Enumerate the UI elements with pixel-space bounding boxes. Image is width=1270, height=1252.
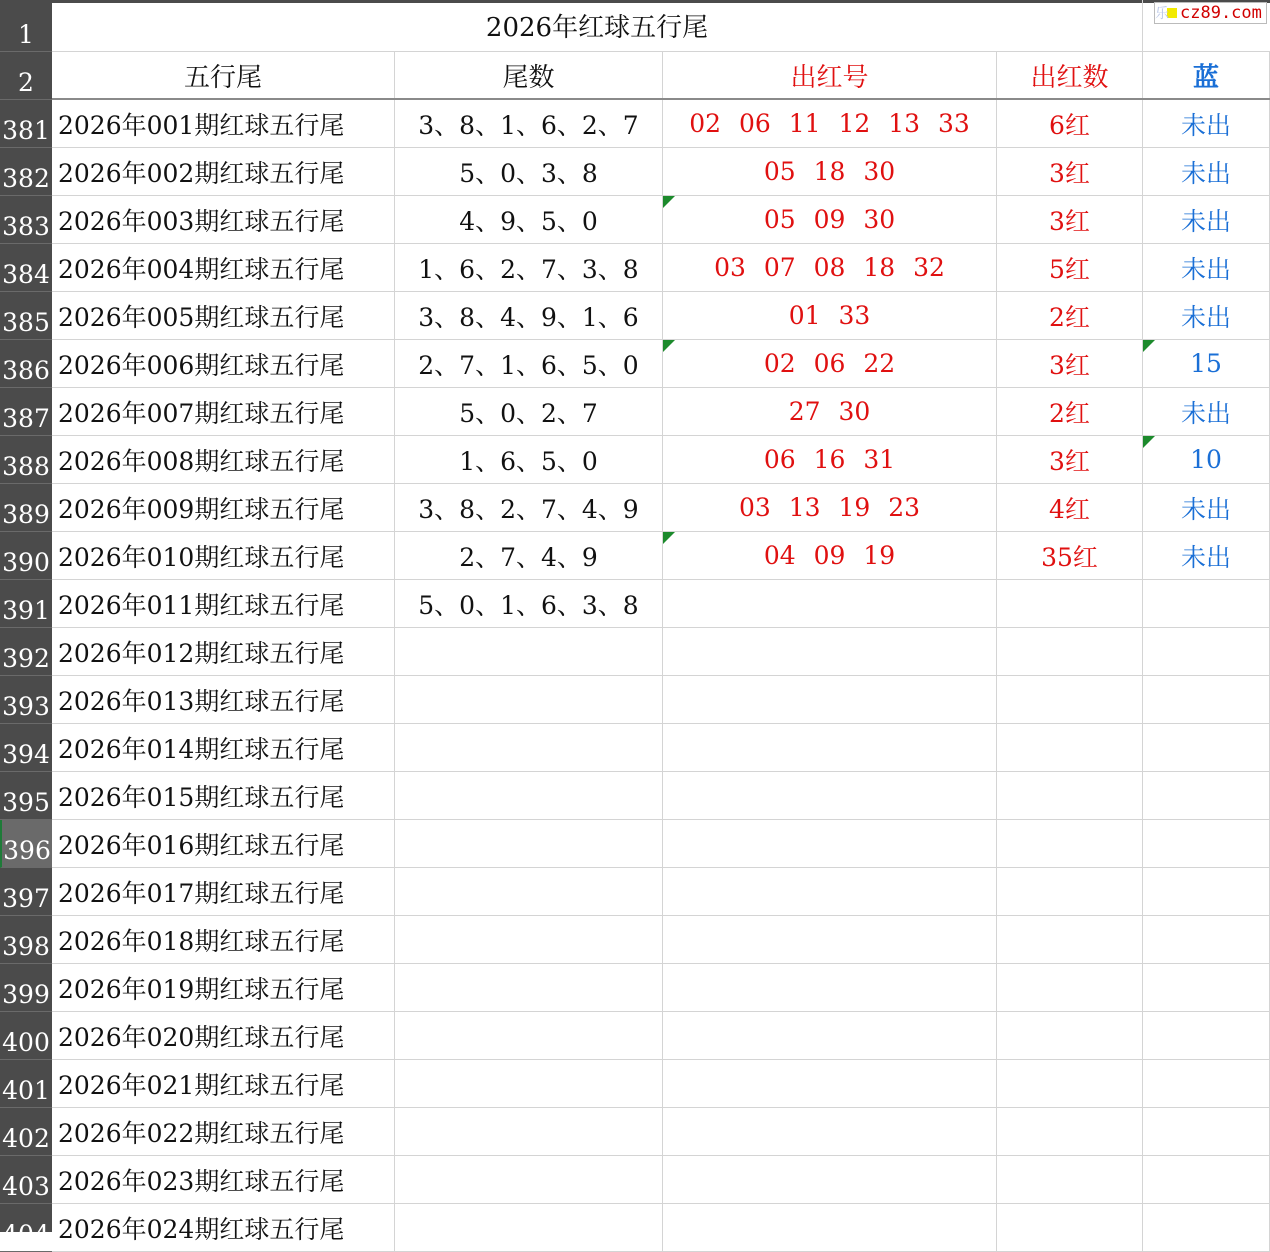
cell-red-count[interactable] <box>997 772 1143 820</box>
table-row <box>0 724 1270 772</box>
title-row <box>0 0 1270 48</box>
cell-period[interactable]: 2026年015期红球五行尾 <box>52 772 395 820</box>
cell-period[interactable]: 2026年003期红球五行尾 <box>52 196 395 244</box>
cell-blue[interactable] <box>1143 772 1270 820</box>
cell-period[interactable]: 2026年007期红球五行尾 <box>52 388 395 436</box>
row-number[interactable]: 404 <box>0 1204 52 1252</box>
table-row <box>0 484 1270 532</box>
table-row <box>0 388 1270 436</box>
cell-tails[interactable] <box>395 628 663 676</box>
cell-period[interactable]: 2026年019期红球五行尾 <box>52 964 395 1012</box>
cell-red-count[interactable]: 3红 <box>997 148 1143 196</box>
cell-blue[interactable]: 未出 <box>1143 148 1270 196</box>
row-number[interactable]: 394 <box>0 724 52 772</box>
table-row <box>0 436 1270 484</box>
sheet-title[interactable]: 2026年红球五行尾 <box>52 0 1143 52</box>
cell-period[interactable]: 2026年018期红球五行尾 <box>52 916 395 964</box>
cell-tails[interactable]: 5、0、2、7 <box>395 388 663 436</box>
cell-red-numbers[interactable] <box>663 772 997 820</box>
cell-blue[interactable]: 未出 <box>1143 244 1270 292</box>
cell-red-count[interactable]: 3红 <box>997 196 1143 244</box>
cell-blue[interactable]: 未出 <box>1143 388 1270 436</box>
cell-tails[interactable] <box>395 916 663 964</box>
table-row <box>0 820 1270 868</box>
cell-red-numbers[interactable] <box>663 1156 997 1204</box>
cell-red-numbers[interactable]: 05 18 30 <box>663 148 997 196</box>
cell-red-count[interactable]: 5红 <box>997 244 1143 292</box>
row-number[interactable]: 381 <box>0 100 52 148</box>
cell-blue[interactable]: 未出 <box>1143 292 1270 340</box>
table-row <box>0 100 1270 148</box>
row-number[interactable]: 388 <box>0 436 52 484</box>
cell-blue[interactable] <box>1143 1108 1270 1156</box>
cell-period[interactable]: 2026年010期红球五行尾 <box>52 532 395 580</box>
cell-blue[interactable]: 10 <box>1143 436 1270 484</box>
row-number[interactable]: 384 <box>0 244 52 292</box>
comment-indicator-icon[interactable] <box>1143 340 1155 352</box>
cell-blue[interactable]: 未出 <box>1143 100 1270 148</box>
table-row <box>0 1012 1270 1060</box>
cell-blue[interactable] <box>1143 676 1270 724</box>
table-row <box>0 868 1270 916</box>
table-row <box>0 1060 1270 1108</box>
cell-tails[interactable] <box>395 1204 663 1252</box>
cell-period[interactable]: 2026年004期红球五行尾 <box>52 244 395 292</box>
cell-tails[interactable]: 5、0、3、8 <box>395 148 663 196</box>
cell-period[interactable]: 2026年016期红球五行尾 <box>52 820 395 868</box>
cell-tails[interactable] <box>395 868 663 916</box>
header-chuhonghao[interactable]: 出红号 <box>663 52 997 100</box>
cell-red-count[interactable] <box>997 868 1143 916</box>
header-chuhongshu[interactable]: 出红数 <box>997 52 1143 100</box>
cell-red-numbers[interactable] <box>663 868 997 916</box>
cell-period[interactable]: 2026年006期红球五行尾 <box>52 340 395 388</box>
row-number[interactable]: 398 <box>0 916 52 964</box>
table-row <box>0 148 1270 196</box>
row-number[interactable]: 401 <box>0 1060 52 1108</box>
comment-indicator-icon[interactable] <box>1143 436 1155 448</box>
cell-blue[interactable] <box>1143 964 1270 1012</box>
cell-red-count[interactable] <box>997 580 1143 628</box>
row-number[interactable]: 1 <box>0 0 52 52</box>
table-row <box>0 196 1270 244</box>
cell-period[interactable]: 2026年008期红球五行尾 <box>52 436 395 484</box>
cell-tails[interactable] <box>395 772 663 820</box>
cell-red-numbers[interactable] <box>663 1108 997 1156</box>
comment-indicator-icon[interactable] <box>663 196 675 208</box>
watermark-text: cz89.com <box>1180 3 1262 23</box>
cell-red-numbers[interactable]: 05 09 30 <box>663 196 997 244</box>
watermark-ghost-text: 乐 <box>1155 6 1169 22</box>
cell-red-numbers[interactable]: 01 33 <box>663 292 997 340</box>
cell-red-numbers[interactable] <box>663 1012 997 1060</box>
table-row <box>0 772 1270 820</box>
cell-red-numbers[interactable] <box>663 676 997 724</box>
header-wuxingwei[interactable]: 五行尾 <box>52 52 395 100</box>
cell-tails[interactable]: 1、6、5、0 <box>395 436 663 484</box>
cell-red-count[interactable] <box>997 676 1143 724</box>
cell-tails[interactable]: 5、0、1、6、3、8 <box>395 580 663 628</box>
row-number[interactable]: 395 <box>0 772 52 820</box>
cell-period[interactable]: 2026年012期红球五行尾 <box>52 628 395 676</box>
row-number[interactable]: 392 <box>0 628 52 676</box>
row-number[interactable]: 2 <box>0 52 52 100</box>
row-number[interactable]: 396 <box>0 820 52 868</box>
table-row <box>0 964 1270 1012</box>
cell-red-count[interactable]: 6红 <box>997 100 1143 148</box>
cell-blue[interactable] <box>1143 580 1270 628</box>
cell-red-count[interactable]: 3红 <box>997 340 1143 388</box>
table-row <box>0 628 1270 676</box>
cell-tails[interactable]: 2、7、1、6、5、0 <box>395 340 663 388</box>
table-row <box>0 916 1270 964</box>
cell-blue[interactable]: 未出 <box>1143 196 1270 244</box>
comment-indicator-icon[interactable] <box>663 532 675 544</box>
cell-red-numbers[interactable] <box>663 1060 997 1108</box>
row-number[interactable]: 399 <box>0 964 52 1012</box>
cell-tails[interactable] <box>395 676 663 724</box>
cell-tails[interactable] <box>395 1108 663 1156</box>
cell-red-count[interactable] <box>997 724 1143 772</box>
header-row <box>0 52 1270 100</box>
cell-red-numbers[interactable] <box>663 580 997 628</box>
cell-red-count[interactable]: 3红 <box>997 436 1143 484</box>
cell-red-count[interactable]: 2红 <box>997 292 1143 340</box>
cell-red-numbers[interactable] <box>663 964 997 1012</box>
row-number[interactable]: 386 <box>0 340 52 388</box>
cell-period[interactable]: 2026年022期红球五行尾 <box>52 1108 395 1156</box>
cell-period[interactable]: 2026年024期红球五行尾 <box>52 1204 395 1252</box>
cell-tails[interactable]: 3、8、4、9、1、6 <box>395 292 663 340</box>
cell-period[interactable]: 2026年011期红球五行尾 <box>52 580 395 628</box>
cell-blue[interactable] <box>1143 916 1270 964</box>
cell-period[interactable]: 2026年023期红球五行尾 <box>52 1156 395 1204</box>
cell-tails[interactable]: 3、8、2、7、4、9 <box>395 484 663 532</box>
cell-blue[interactable] <box>1143 868 1270 916</box>
cell-period[interactable]: 2026年005期红球五行尾 <box>52 292 395 340</box>
cell-red-numbers[interactable]: 06 16 31 <box>663 436 997 484</box>
cell-red-numbers[interactable]: 04 09 19 <box>663 532 997 580</box>
cell-period[interactable]: 2026年009期红球五行尾 <box>52 484 395 532</box>
cell-period[interactable]: 2026年021期红球五行尾 <box>52 1060 395 1108</box>
cell-red-numbers[interactable]: 02 06 22 <box>663 340 997 388</box>
row-number[interactable]: 403 <box>0 1156 52 1204</box>
cell-period[interactable]: 2026年014期红球五行尾 <box>52 724 395 772</box>
row-number[interactable]: 402 <box>0 1108 52 1156</box>
cell-red-count[interactable]: 2红 <box>997 388 1143 436</box>
cell-red-count[interactable] <box>997 1060 1143 1108</box>
cell-red-numbers[interactable] <box>663 1204 997 1252</box>
cell-tails[interactable] <box>395 820 663 868</box>
cell-red-numbers[interactable] <box>663 628 997 676</box>
cell-tails[interactable]: 4、9、5、0 <box>395 196 663 244</box>
cell-red-count[interactable] <box>997 1108 1143 1156</box>
cell-blue[interactable] <box>1143 1012 1270 1060</box>
cell-period[interactable]: 2026年002期红球五行尾 <box>52 148 395 196</box>
cell-tails[interactable]: 2、7、4、9 <box>395 532 663 580</box>
site-watermark <box>1154 2 1267 24</box>
row-number[interactable]: 389 <box>0 484 52 532</box>
cell-blue[interactable]: 未出 <box>1143 532 1270 580</box>
table-row <box>0 580 1270 628</box>
row-number[interactable]: 385 <box>0 292 52 340</box>
cell-red-count[interactable]: 4红 <box>997 484 1143 532</box>
row-number[interactable]: 383 <box>0 196 52 244</box>
cell-red-count[interactable] <box>997 1204 1143 1252</box>
cell-red-count[interactable]: 35红 <box>997 532 1143 580</box>
cell-red-count[interactable] <box>997 1156 1143 1204</box>
table-row <box>0 340 1270 388</box>
cell-period[interactable]: 2026年017期红球五行尾 <box>52 868 395 916</box>
cell-blue[interactable] <box>1143 724 1270 772</box>
cell-tails[interactable] <box>395 1060 663 1108</box>
cell-blue[interactable]: 15 <box>1143 340 1270 388</box>
table-row <box>0 1156 1270 1204</box>
cell-red-count[interactable] <box>997 964 1143 1012</box>
table-row <box>0 676 1270 724</box>
cell-tails[interactable] <box>395 724 663 772</box>
header-weishu[interactable]: 尾数 <box>395 52 663 100</box>
table-row <box>0 1108 1270 1156</box>
row-number[interactable]: 397 <box>0 868 52 916</box>
cell-blue[interactable]: 未出 <box>1143 484 1270 532</box>
cell-period[interactable]: 2026年001期红球五行尾 <box>52 100 395 148</box>
cell-blue[interactable] <box>1143 628 1270 676</box>
cell-red-count[interactable] <box>997 820 1143 868</box>
cell-red-numbers[interactable] <box>663 820 997 868</box>
cell-red-count[interactable] <box>997 916 1143 964</box>
cell-red-numbers[interactable] <box>663 916 997 964</box>
cell-red-numbers[interactable]: 02 06 11 12 13 33 <box>663 100 997 148</box>
header-lan[interactable]: 蓝 <box>1143 52 1270 100</box>
cell-blue[interactable] <box>1143 1060 1270 1108</box>
row-number[interactable]: 387 <box>0 388 52 436</box>
cell-tails[interactable] <box>395 964 663 1012</box>
cell-red-numbers[interactable]: 03 13 19 23 <box>663 484 997 532</box>
table-row <box>0 292 1270 340</box>
table-row <box>0 244 1270 292</box>
cell-tails[interactable] <box>395 1012 663 1060</box>
cell-period[interactable]: 2026年020期红球五行尾 <box>52 1012 395 1060</box>
cell-tails[interactable] <box>395 1156 663 1204</box>
cell-red-count[interactable] <box>997 628 1143 676</box>
row-number[interactable]: 400 <box>0 1012 52 1060</box>
cell-tails[interactable]: 1、6、2、7、3、8 <box>395 244 663 292</box>
table-row <box>0 532 1270 580</box>
cell-red-numbers[interactable]: 03 07 08 18 32 <box>663 244 997 292</box>
cell-red-count[interactable] <box>997 1012 1143 1060</box>
cell-blue[interactable] <box>1143 820 1270 868</box>
row-number[interactable]: 391 <box>0 580 52 628</box>
row-number[interactable]: 390 <box>0 532 52 580</box>
cell-red-numbers[interactable]: 27 30 <box>663 388 997 436</box>
cell-blue[interactable] <box>1143 1204 1270 1252</box>
cell-tails[interactable]: 3、8、1、6、2、7 <box>395 100 663 148</box>
row-number[interactable]: 382 <box>0 148 52 196</box>
cell-period[interactable]: 2026年013期红球五行尾 <box>52 676 395 724</box>
row-number[interactable]: 393 <box>0 676 52 724</box>
table-row <box>0 1204 1270 1252</box>
cell-red-numbers[interactable] <box>663 724 997 772</box>
cell-blue[interactable] <box>1143 1156 1270 1204</box>
comment-indicator-icon[interactable] <box>663 340 675 352</box>
